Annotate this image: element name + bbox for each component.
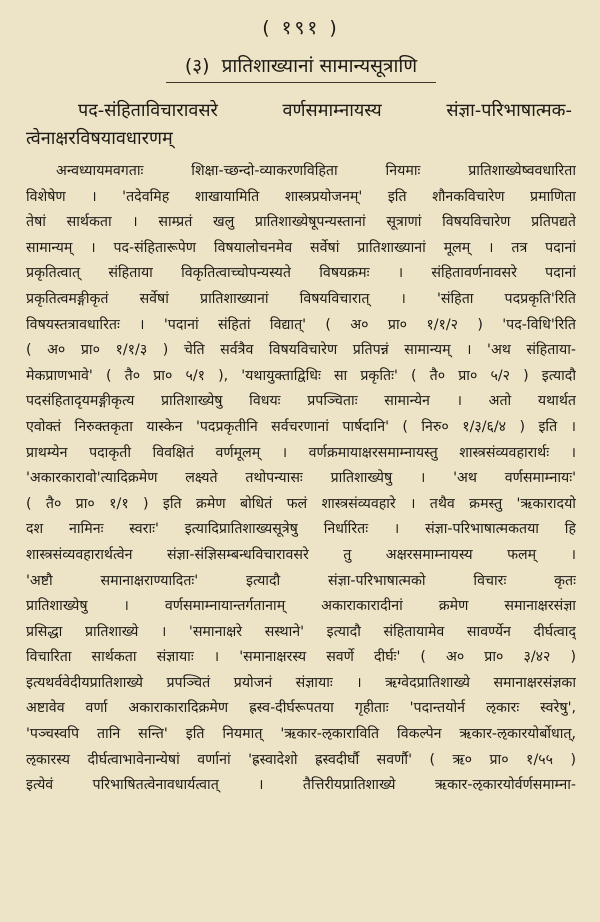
subheading-line-1: पद-संहिताविचारावसरे वर्णसमाम्नायस्य संज्ञा-परिभाषात्मक- [78, 100, 572, 121]
body-line: विचारिता सार्थकता संज्ञायाः । 'समानाक्षरस्य सवर्णे दीर्घः' ( अ० प्रा० ३/४२ ) [26, 649, 576, 666]
body-line: ( अ० प्रा० १/१/३ ) चेति सर्वत्रैव विषयविचारेण प्रतिपन्नं सामान्यम् । 'अथ संहिताया- [26, 342, 576, 359]
body-line: इत्येवं परिभाषितत्वेनावधार्यत्वात् । तैत्तिरीयप्रातिशाख्ये ऋकार-ऌकारयोर्वर्णसमाम्ना- [26, 777, 576, 794]
body-line: प्रकृतित्वात् संहिताया विकृतित्वाच्चोपन्यस्यते विषयक्रमः । संहितावर्णनावसरे पदानां [26, 265, 576, 282]
page-number: ( १९१ ) [262, 17, 340, 39]
heading-underline [166, 82, 436, 83]
body-text [26, 159, 576, 799]
body-line: इत्यथर्ववेदीयप्रातिशाख्ये प्रपञ्चितं प्रयोजनं संज्ञायाः । ऋग्वेदप्रातिशाख्ये समानाक्षरसंज्ञका [26, 674, 576, 691]
body-line: प्रातिशाख्येषु । वर्णसमाम्नायान्तर्गतानाम् अकाराकारादीनां क्रमेण समानाक्षरसंज्ञा [26, 598, 576, 615]
body-line: विषयस्तत्रावधारितः । 'पदानां संहितां विद्यात्' ( अ० प्रा० १/१/२ ) 'पद-विधि'रिति [26, 316, 576, 333]
subheading-line-2: त्वेनाक्षरविषयावधारणम् [26, 128, 173, 149]
body-line: 'अकारकारावो'त्यादिक्रमेण लक्ष्यते तथोपन्यासः प्रातिशाख्येषु । 'अथ वर्णसमाम्नायः' [26, 470, 576, 487]
body-line: शास्त्रसंव्यवहारार्थत्वेन संज्ञा-संज्ञिसम्बन्धविचारावसरे तु अक्षरसमाम्नायस्य फलम् । [26, 546, 576, 563]
body-line: तेषां सार्थकता । साम्प्रतं खलु प्रातिशाख्येषूपन्यस्तानां सूत्राणां विषयविचारेण प्रतिपद्यते [26, 214, 576, 231]
body-line: ( तै० प्रा० १/१ ) इति क्रमेण बोधितं फलं शास्त्रसंव्यवहारे । तथैव क्रमस्तु 'ऋकारादयो [26, 495, 576, 512]
body-line: प्राथम्येन पदाकृती विवक्षितं वर्णमूलम् । वर्णक्रमायाक्षरसमाम्नायस्तु शास्त्रसंव्यवहारार्थः । [26, 444, 576, 461]
section-heading [26, 52, 576, 83]
section-title: प्रातिशाख्यानां सामान्यसूत्राणि [221, 55, 418, 77]
section-number: (३) [184, 55, 210, 77]
body-line: एवोक्तं निरुक्तकृता यास्केन 'पदप्रकृतीनि सर्वचरणानां पार्षदानि' ( निरु० १/३/६/४ ) इति । [26, 418, 576, 435]
body-line: सामान्यम् । पद-संहितारूपेण विषयालोचनमेव सर्वेषां प्रातिशाख्यानां मूलम् । तत्र पदानां [26, 239, 576, 256]
body-line: प्रकृतित्वमङ्गीकृतं सर्वेषां प्रातिशाख्यानां विषयविचारात् । 'संहिता पदप्रकृति'रिति [26, 290, 576, 307]
body-line: विशेषेण । 'तदेवमिह शाखायामिति शास्त्रप्रयोजनम्' इति शौनकविचारेण प्रमाणिता [26, 188, 576, 205]
body-line: मेकप्राणभावे' ( तै० प्रा० ५/१ ), 'यथायुक्ताद्विधिः सा प्रकृतिः' ( तै० प्रा० ५/२ ) इत्यादौ [26, 367, 576, 384]
body-line: अन्वध्यायमवगताः शिक्षा-च्छन्दो-व्याकरणविहिता नियमाः प्रातिशाख्येष्ववधारिता [56, 163, 576, 179]
body-line: अष्टावेव वर्णा अकाराकारादिक्रमेण ह्रस्व-दीर्घरूपतया गृहीताः 'पदान्तयोर्न ऌकारः स्वरेषु', [26, 700, 576, 717]
body-line: ऌकारस्य दीर्घत्वाभावेनान्येषां वर्णानां 'ह्रस्वादेशो ह्रस्वदीर्घौ सवर्णौ' ( ऋ० प्रा० १/५५ ) [26, 751, 576, 768]
body-line: 'पञ्चस्वपि तानि सन्ति' इति नियमात् 'ऋकार-ऌकाराविति विकल्पेन ऋकार-ऌकारयोर्बोधात्, [26, 726, 576, 743]
body-line: दश नामिनः स्वराः' इत्यादिप्रातिशाख्यसूत्रेषु निर्धारितः । संज्ञा-परिभाषात्मकतया हि [26, 521, 576, 538]
body-line: 'अष्टौ समानाक्षराण्यादितः' इत्यादौ संज्ञा-परिभाषात्मको विचारः कृतः [26, 572, 576, 589]
body-line: पदसंहितादृयमङ्गीकृत्य प्रातिशाख्येषु विधयः प्रपञ्चिताः सामान्येन । अतो यथार्थत [26, 393, 576, 410]
body-line: प्रसिद्धा प्रातिशाख्ये । 'समानाक्षरे सस्थाने' इत्यादौ संहितायामेव सावर्ण्येन दीर्घत्वाद् [26, 623, 576, 640]
subheading [26, 97, 576, 153]
